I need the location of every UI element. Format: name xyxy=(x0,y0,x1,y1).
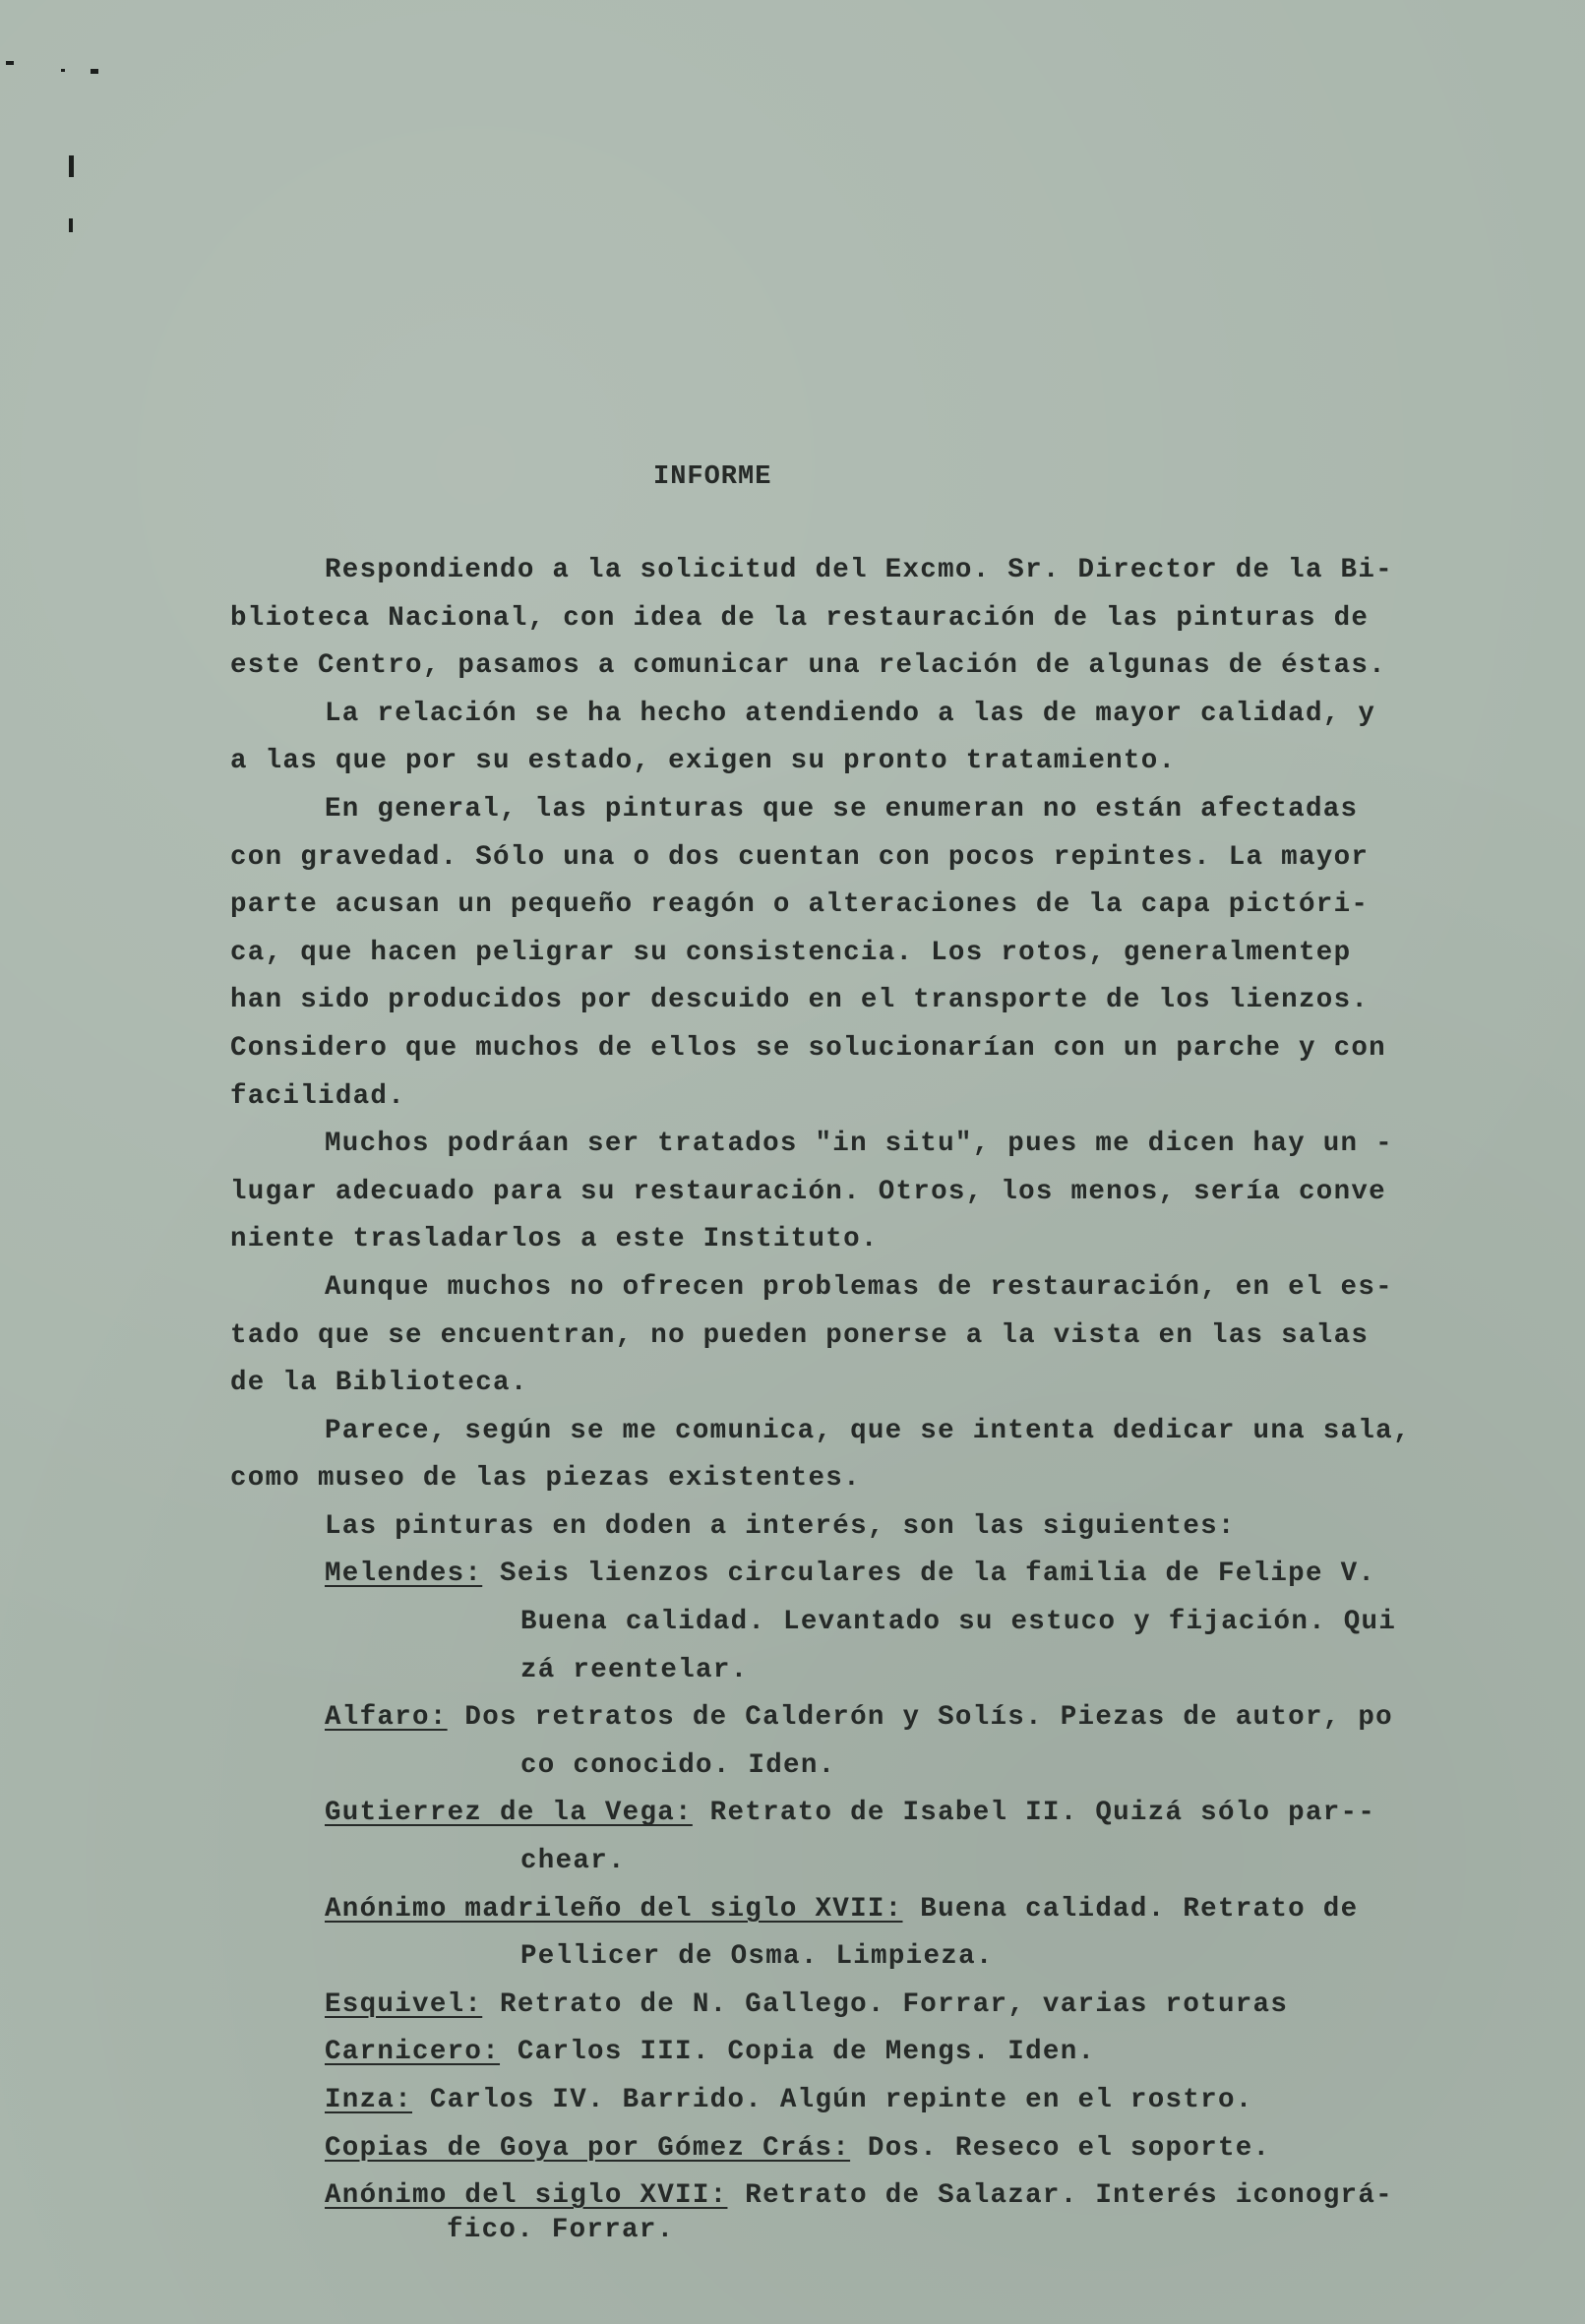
entry-text: Buena calidad. Retrato de xyxy=(902,1893,1359,1925)
entry-text: Dos. Reseco el soporte. xyxy=(850,2132,1271,2164)
document-body xyxy=(230,547,1519,2254)
entry-text: Carlos IV. Barrido. Algún repinte en el rostro. xyxy=(412,2085,1253,2115)
entry-name: Anónimo madrileño del siglo XVII: xyxy=(325,1893,903,1925)
paragraph-line: Las pinturas en doden a interés, son las siguientes: xyxy=(325,1510,1236,1542)
entry-continuation: Buena calidad. Levantado su estuco y fijación. Qui xyxy=(520,1607,1397,1638)
entry-continuation: zá reentelar. xyxy=(520,1654,749,1685)
paragraph-line: Parece, según se me comunica, que se intenta dedicar una sala, xyxy=(325,1415,1411,1446)
entry-line xyxy=(230,2077,1519,2125)
entry-text: Retrato de Salazar. Interés iconográ- xyxy=(727,2180,1393,2212)
entry-line xyxy=(230,2172,1519,2221)
entry-line xyxy=(230,1982,1519,2030)
paragraph-line: parte acusan un pequeño reagón o alteraciones de la capa pictóri- xyxy=(230,889,1370,921)
entry-name: Inza: xyxy=(325,2085,413,2115)
punch-mark xyxy=(6,61,14,65)
entry-text: Retrato de Isabel II. Quizá sólo par-- xyxy=(692,1798,1376,1829)
entry-name: Anónimo del siglo XVII: xyxy=(325,2180,728,2212)
entry-text: Carlos III. Copia de Mengs. Iden. xyxy=(500,2037,1096,2068)
paragraph-line: lugar adecuado para su restauración. Otros, los menos, sería conve xyxy=(230,1176,1386,1207)
paragraph-line: blioteca Nacional, con idea de la restauración de las pinturas de xyxy=(230,602,1370,634)
paragraph-line: han sido producidos por descuido en el transporte de los lienzos. xyxy=(230,985,1370,1016)
paragraph-line: de la Biblioteca. xyxy=(230,1368,528,1399)
entry-line xyxy=(230,1790,1519,1838)
entry-line xyxy=(230,1886,1519,1934)
entry-name: Carnicero: xyxy=(325,2037,501,2068)
paragraph-line: Aunque muchos no ofrecen problemas de restauración, en el es- xyxy=(325,1271,1393,1303)
paragraph-line: facilidad. xyxy=(230,1080,406,1112)
paragraph-line: con gravedad. Sólo una o dos cuentan con pocos repintes. La mayor xyxy=(230,841,1370,873)
punch-mark xyxy=(69,155,74,177)
entry-text: Dos retratos de Calderón y Solís. Piezas de autor, po xyxy=(447,1702,1393,1734)
entry-text: Seis lienzos circulares de la familia de Felipe V. xyxy=(482,1559,1376,1590)
entry-continuation: fico. Forrar. xyxy=(447,2214,675,2245)
entry-line xyxy=(230,2029,1519,2077)
entry-continuation: co conocido. Iden. xyxy=(520,1749,836,1781)
entry-text: Retrato de N. Gallego. Forrar, varias roturas xyxy=(482,1988,1289,2020)
paragraph-line: este Centro, pasamos a comunicar una relación de algunas de éstas. xyxy=(230,650,1386,682)
paragraph-line: Muchos podráan ser tratados "in situ", pues me dicen hay un - xyxy=(325,1129,1393,1160)
paragraph-line: En general, las pinturas que se enumeran no están afectadas xyxy=(325,793,1359,825)
entry-continuation: Pellicer de Osma. Limpieza. xyxy=(520,1941,994,1973)
punch-mark xyxy=(69,218,73,232)
paragraph-line: niente trasladarlos a este Instituto. xyxy=(230,1224,879,1255)
entry-continuation: chear. xyxy=(520,1846,626,1877)
paragraph-line: ca, que hacen peligrar su consistencia. Los rotos, generalmentep xyxy=(230,937,1352,968)
paragraph-line: tado que se encuentran, no pueden ponerse a la vista en las salas xyxy=(230,1319,1370,1351)
entry-line xyxy=(230,2125,1519,2173)
entry-name: Copias de Goya por Gómez Crás: xyxy=(325,2132,851,2164)
paragraph-line: Considero que muchos de ellos se solucionarían con un parche y con xyxy=(230,1032,1386,1064)
punch-mark xyxy=(61,69,65,72)
paragraph-line: a las que por su estado, exigen su pronto tratamiento. xyxy=(230,746,1177,777)
entry-name: Melendes: xyxy=(325,1559,483,1590)
entry-line xyxy=(230,1551,1519,1599)
paragraph-line: como museo de las piezas existentes. xyxy=(230,1463,861,1495)
entry-line xyxy=(230,1694,1519,1743)
document-title: INFORME xyxy=(653,462,772,492)
paragraph-line: Respondiendo a la solicitud del Excmo. Sr. Director de la Bi- xyxy=(325,555,1393,585)
punch-mark xyxy=(91,69,98,74)
entry-name: Alfaro: xyxy=(325,1702,448,1734)
paragraph-line: La relación se ha hecho atendiendo a las de mayor calidad, y xyxy=(325,698,1376,729)
entry-name: Gutierrez de la Vega: xyxy=(325,1798,693,1829)
entry-name: Esquivel: xyxy=(325,1988,483,2020)
